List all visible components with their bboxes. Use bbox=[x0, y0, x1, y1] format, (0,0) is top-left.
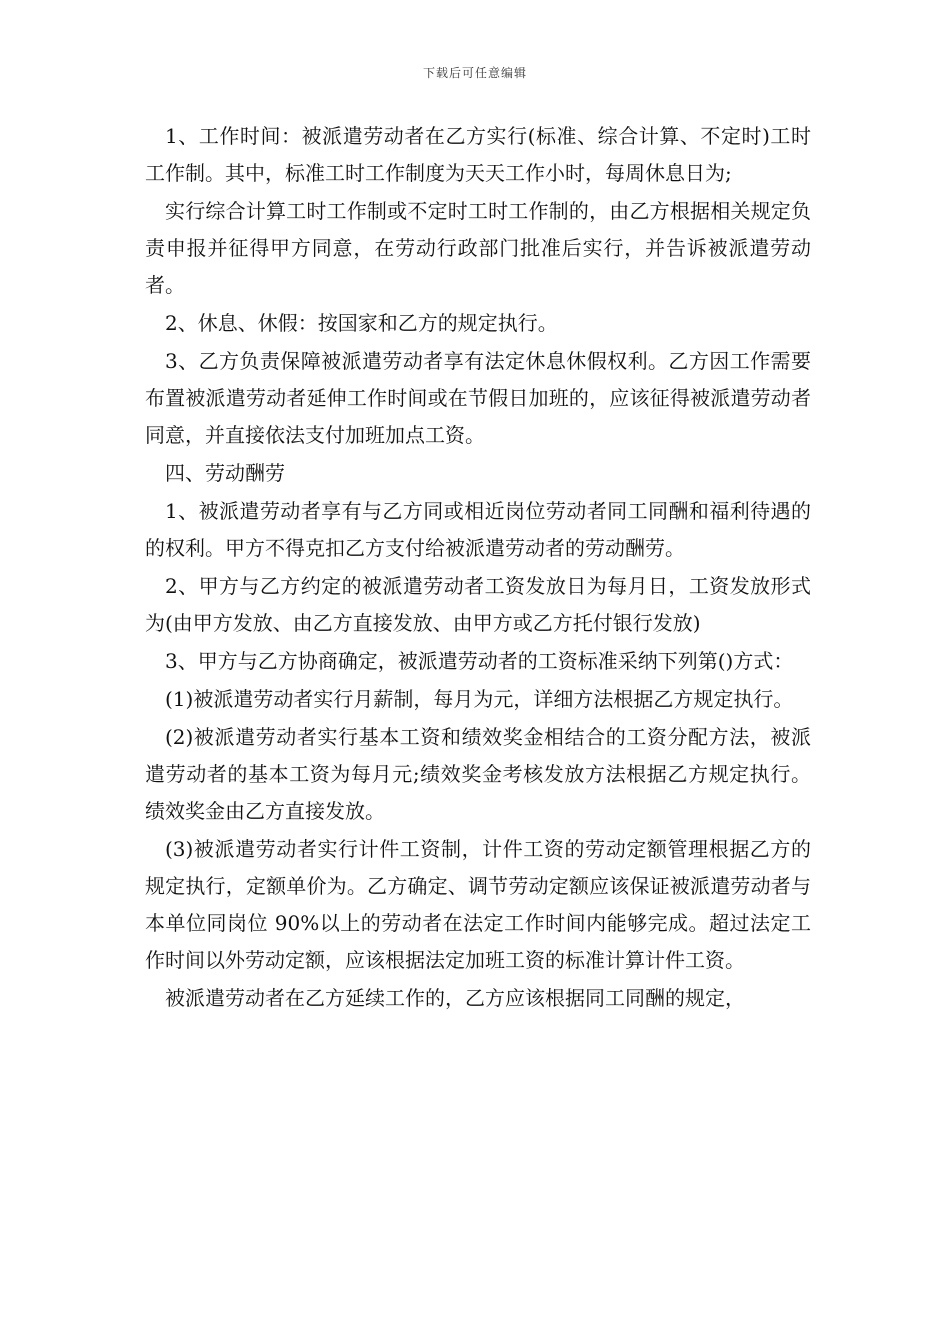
paragraph-work-hours: 1、工作时间：被派遣劳动者在乙方实行(标准、综合计算、不定时)工时工作制。其中，标准工时工作制度为天天工作小时，每周休息日为; bbox=[145, 124, 811, 185]
paragraph-rest-rights: 3、乙方负责保障被派遣劳动者享有法定休息休假权利。乙方因工作需要布置被派遣劳动者延伸工作时间或在节假日加班的，应该征得被派遣劳动者同意，并直接依法支付加班加点工资。 bbox=[145, 349, 811, 447]
paragraph-comprehensive-hours: 实行综合计算工时工作制或不定时工时工作制的，由乙方根据相关规定负责申报并征得甲方同意，在劳动行政部门批准后实行，并告诉被派遣劳动者。 bbox=[145, 199, 811, 297]
document-body bbox=[145, 118, 811, 1018]
paragraph-rest-leave: 2、休息、休假：按国家和乙方的规定执行。 bbox=[165, 311, 558, 335]
paragraph-pay-day: 2、甲方与乙方约定的被派遣劳动者工资发放日为每月日，工资发放形式为(由甲方发放、由乙方直接发放、由甲方或乙方托付银行发放) bbox=[145, 574, 811, 635]
paragraph-option-piece-rate: (3)被派遣劳动者实行计件工资制，计件工资的劳动定额管理根据乙方的规定执行，定额单价为。乙方确定、调节劳动定额应该保证被派遣劳动者与本单位同岗位 90%以上的劳动者在法定工作时间内能够完成。超过法定工作时间以外劳动定额，应该根据法定加班工资的标准计算计件工资。 bbox=[145, 837, 811, 972]
paragraph-option-base-bonus: (2)被派遣劳动者实行基本工资和绩效奖金相结合的工资分配方法，被派遣劳动者的基本工资为每月元;绩效奖金考核发放方法根据乙方规定执行。绩效奖金由乙方直接发放。 bbox=[145, 725, 811, 823]
paragraph-wage-standard: 3、甲方与乙方协商确定，被派遣劳动者的工资标准采纳下列第()方式： bbox=[165, 649, 794, 673]
paragraph-continued-work: 被派遣劳动者在乙方延续工作的，乙方应该根据同工同酬的规定， bbox=[165, 986, 745, 1010]
section-heading-remuneration: 四、劳动酬劳 bbox=[165, 461, 285, 485]
paragraph-equal-pay: 1、被派遣劳动者享有与乙方同或相近岗位劳动者同工同酬和福利待遇的的权利。甲方不得克扣乙方支付给被派遣劳动者的劳动酬劳。 bbox=[145, 499, 811, 560]
page-header: 下载后可任意编辑 bbox=[422, 66, 527, 80]
paragraph-option-monthly: (1)被派遣劳动者实行月薪制，每月为元，详细方法根据乙方规定执行。 bbox=[165, 687, 794, 711]
